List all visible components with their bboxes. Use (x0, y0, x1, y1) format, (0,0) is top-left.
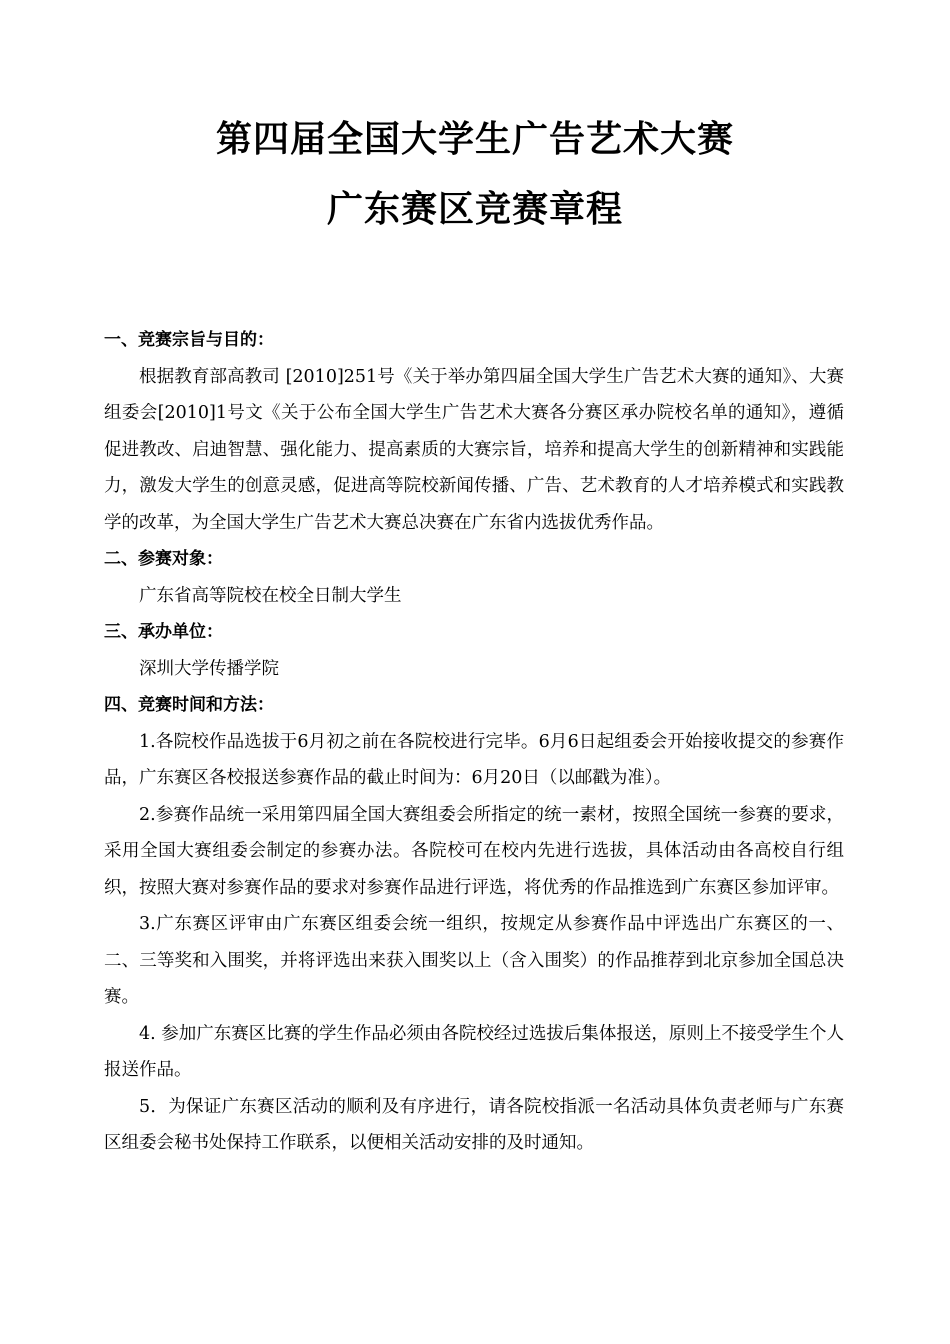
document-title-line2: 广东赛区竞赛章程 (326, 189, 623, 230)
document-title-line1: 第四届全国大学生广告艺术大赛 (215, 119, 734, 160)
section-heading: 三、承办单位： (104, 622, 223, 642)
section-paragraph: 3.广东赛区评审由广东赛区组委会统一组织，按规定从参赛作品中评选出广东赛区的一、二、三等奖和入围奖，并将评选出来获入围奖以上（含入围奖）的作品推荐到北京参加全国总决赛。 (104, 914, 844, 1007)
section-paragraph: 2.参赛作品统一采用第四届全国大赛组委会所指定的统一素材，按照全国统一参赛的要求，采用全国大赛组委会制定的参赛办法。各院校可在校内先进行选拔，具体活动由各高校自行组织，按照大赛对参赛作品的要求对参赛作品进行评选，将优秀的作品推选到广东赛区参加评审。 (104, 804, 844, 898)
section-paragraph: 5．为保证广东赛区活动的顺利及有序进行，请各院校指派一名活动具体负责老师与广东赛区组委会秘书处保持工作联系，以便相关活动安排的及时通知。 (104, 1096, 844, 1153)
section-purpose (104, 322, 844, 541)
section-paragraph: 根据教育部高教司 [2010]251号《关于举办第四届全国大学生广告艺术大赛的通知》、大赛组委会[2010]1号文《关于公布全国大学生广告艺术大赛各分赛区承办院校名单的通知》，遵循促进教改、启迪智慧、强化能力、提高素质的大赛宗旨，培养和提高大学生的创新精神和实践能力，激发大学生的创意灵感，促进高等院校新闻传播、广告、艺术教育的人才培养模式和实践教学的改革，为全国大学生广告艺术大赛总决赛在广东省内选拔优秀作品。 (104, 366, 844, 533)
section-paragraph: 深圳大学传播学院 (139, 658, 279, 679)
section-organizer (104, 614, 844, 687)
document-body (104, 322, 844, 1162)
section-paragraph: 4. 参加广东赛区比赛的学生作品必须由各院校经过选拔后集体报送，原则上不接受学生个人报送作品。 (104, 1023, 844, 1080)
section-participants (104, 541, 844, 614)
section-schedule-method (104, 687, 844, 1162)
section-paragraph: 广东省高等院校在校全日制大学生 (139, 585, 402, 606)
section-heading: 四、竞赛时间和方法： (104, 695, 274, 715)
section-heading: 二、参赛对象： (104, 549, 223, 569)
section-paragraph: 1.各院校作品选拔于6月初之前在各院校进行完毕。6月6日起组委会开始接收提交的参赛作品，广东赛区各校报送参赛作品的截止时间为：6月20日（以邮戳为准）。 (104, 731, 844, 788)
section-heading: 一、竞赛宗旨与目的： (104, 330, 274, 350)
